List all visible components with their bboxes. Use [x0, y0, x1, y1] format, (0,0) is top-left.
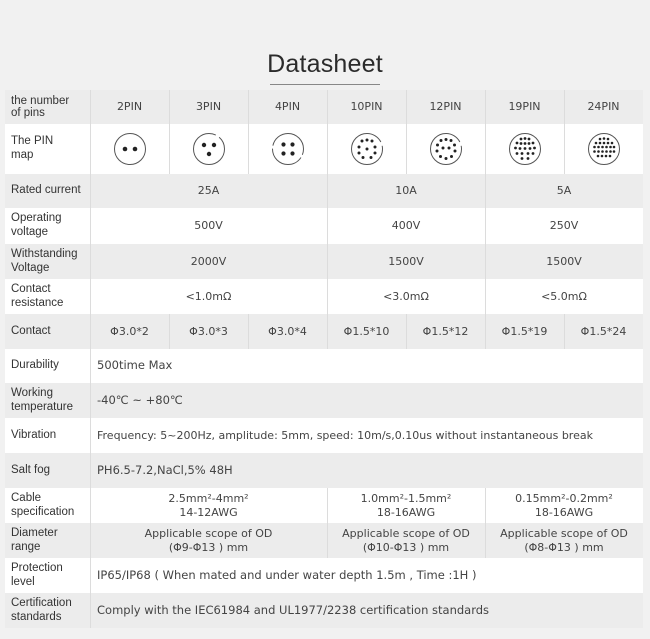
rated-current-group3: 5A — [556, 184, 572, 198]
19-pin-icon — [508, 132, 542, 166]
cable-spec-group3-size: 0.15mm²-0.2mm² — [515, 492, 613, 506]
durability-value: 500time Max — [97, 358, 173, 373]
vibration-value: Frequency: 5~200Hz, amplitude: 5mm, speed: 10m/s,0.10us without instantaneous break — [97, 428, 593, 442]
column-divider — [406, 90, 407, 174]
pinmap-12 — [406, 124, 485, 174]
page-title: Datasheet — [267, 50, 383, 78]
cable-spec-group3-awg: 18-16AWG — [534, 505, 594, 519]
column-divider — [248, 314, 249, 349]
table-row-operating-voltage — [5, 208, 643, 244]
table-row-pins — [5, 90, 643, 124]
contact-24pin: Φ1.5*24 — [580, 324, 627, 338]
row-label-protection-level: Protection level — [11, 561, 63, 588]
salt-fog-value: PH6.5-7.2,NaCl,5% 48H — [97, 462, 233, 477]
pin-count-3: 3PIN — [195, 100, 222, 114]
column-divider — [327, 90, 328, 174]
row-label-cable-specification: Cable specification — [11, 491, 75, 518]
table-row-certification — [5, 593, 643, 628]
contact-10pin: Φ1.5*10 — [343, 324, 390, 338]
table-row-salt-fog — [5, 453, 643, 488]
table-row-contact — [5, 314, 643, 349]
diameter-range-group2 — [327, 523, 485, 558]
pin-count-2: 2PIN — [116, 100, 143, 114]
cable-spec-group1-size: 2.5mm²-4mm² — [168, 492, 249, 506]
column-divider — [564, 90, 565, 174]
pinmap-2 — [90, 124, 169, 174]
diameter-range-group1-value: (Φ9-Φ13 ) mm — [168, 540, 249, 554]
pin-count-10: 10PIN — [350, 100, 383, 114]
column-divider — [485, 90, 486, 174]
column-divider — [169, 314, 170, 349]
withstanding-voltage-group3: 1500V — [546, 254, 582, 268]
pinmap-19 — [485, 124, 564, 174]
contact-resistance-group3: <5.0mΩ — [541, 289, 587, 303]
cable-spec-group3 — [485, 488, 643, 523]
table-row-durability — [5, 349, 643, 383]
contact-3pin: Φ3.0*3 — [189, 324, 228, 338]
table-row-contact-resistance — [5, 279, 643, 314]
label-column-divider — [90, 90, 91, 628]
10-pin-icon — [350, 132, 384, 166]
diameter-range-group3-label: Applicable scope of OD — [500, 527, 628, 541]
diameter-range-group3-value: (Φ8-Φ13 ) mm — [524, 540, 604, 554]
2-pin-icon — [113, 132, 147, 166]
row-label-rated-current: Rated current — [11, 184, 81, 197]
datasheet-table — [5, 90, 643, 628]
row-label-withstanding-voltage: Withstanding Voltage — [11, 247, 78, 274]
contact-4pin: Φ3.0*4 — [268, 324, 307, 338]
pinmap-24 — [564, 124, 643, 174]
cable-spec-group2-awg: 18-16AWG — [376, 505, 436, 519]
table-row-vibration — [5, 418, 643, 453]
group-divider — [327, 174, 328, 349]
protection-level-value: IP65/IP68 ( When mated and under water depth 1.5m , Time :1H ) — [97, 567, 477, 582]
group-divider — [485, 488, 486, 558]
row-label-durability: Durability — [11, 359, 59, 372]
row-label-working-temperature: Working temperature — [11, 386, 74, 413]
column-divider — [406, 314, 407, 349]
operating-voltage-group1: 500V — [194, 219, 223, 233]
column-divider — [564, 314, 565, 349]
rated-current-group2: 10A — [395, 184, 417, 198]
operating-voltage-group3: 250V — [549, 219, 579, 233]
cable-spec-group2-size: 1.0mm²-1.5mm² — [360, 492, 452, 506]
cable-spec-group1 — [90, 488, 327, 523]
pinmap-3 — [169, 124, 248, 174]
column-divider — [248, 90, 249, 174]
table-row-withstanding-voltage — [5, 244, 643, 279]
contact-19pin: Φ1.5*19 — [501, 324, 548, 338]
pinmap-10 — [327, 124, 406, 174]
row-label-salt-fog: Salt fog — [11, 463, 50, 476]
diameter-range-group2-label: Applicable scope of OD — [342, 527, 470, 541]
table-row-protection-level — [5, 558, 643, 593]
table-row-cable-specification — [5, 488, 643, 523]
row-label-pins: the number of pins — [11, 94, 70, 119]
24-pin-icon — [587, 132, 621, 166]
contact-resistance-group2: <3.0mΩ — [383, 289, 429, 303]
diameter-range-group1 — [90, 523, 327, 558]
diameter-range-group3 — [485, 523, 643, 558]
cable-spec-group2 — [327, 488, 485, 523]
pinmap-4 — [248, 124, 327, 174]
column-divider — [169, 90, 170, 174]
group-divider — [327, 488, 328, 558]
group-divider — [485, 174, 486, 349]
pin-count-4: 4PIN — [274, 100, 301, 114]
12-pin-icon — [429, 132, 463, 166]
pin-count-12: 12PIN — [429, 100, 462, 114]
title-underline — [270, 84, 380, 85]
4-pin-icon — [271, 132, 305, 166]
table-row-pinmap — [5, 124, 643, 174]
contact-2pin: Φ3.0*2 — [110, 324, 149, 338]
withstanding-voltage-group2: 1500V — [388, 254, 424, 268]
row-label-certification: Certification standards — [11, 596, 72, 623]
row-label-pinmap: The PIN map — [11, 135, 54, 161]
table-row-rated-current — [5, 174, 643, 208]
pin-count-24: 24PIN — [587, 100, 620, 114]
contact-12pin: Φ1.5*12 — [422, 324, 469, 338]
row-label-operating-voltage: Operating voltage — [11, 212, 62, 238]
contact-resistance-group1: <1.0mΩ — [185, 289, 232, 303]
3-pin-icon — [192, 132, 226, 166]
certification-value: Comply with the IEC61984 and UL1977/2238 certification standards — [97, 602, 490, 617]
row-label-contact: Contact — [11, 324, 51, 337]
pin-count-19: 19PIN — [508, 100, 541, 114]
withstanding-voltage-group1: 2000V — [190, 254, 227, 268]
table-row-diameter-range — [5, 523, 643, 558]
row-label-diameter-range: Diameter range — [11, 526, 58, 553]
working-temperature-value: -40℃ ~ +80℃ — [97, 392, 183, 407]
diameter-range-group2-value: (Φ10-Φ13 ) mm — [362, 540, 450, 554]
cable-spec-group1-awg: 14-12AWG — [179, 505, 238, 519]
diameter-range-group1-label: Applicable scope of OD — [144, 527, 273, 541]
operating-voltage-group2: 400V — [391, 219, 421, 233]
table-row-working-temperature — [5, 383, 643, 418]
rated-current-group1: 25A — [197, 184, 220, 198]
row-label-contact-resistance: Contact resistance — [11, 282, 64, 309]
row-label-vibration: Vibration — [11, 428, 57, 441]
